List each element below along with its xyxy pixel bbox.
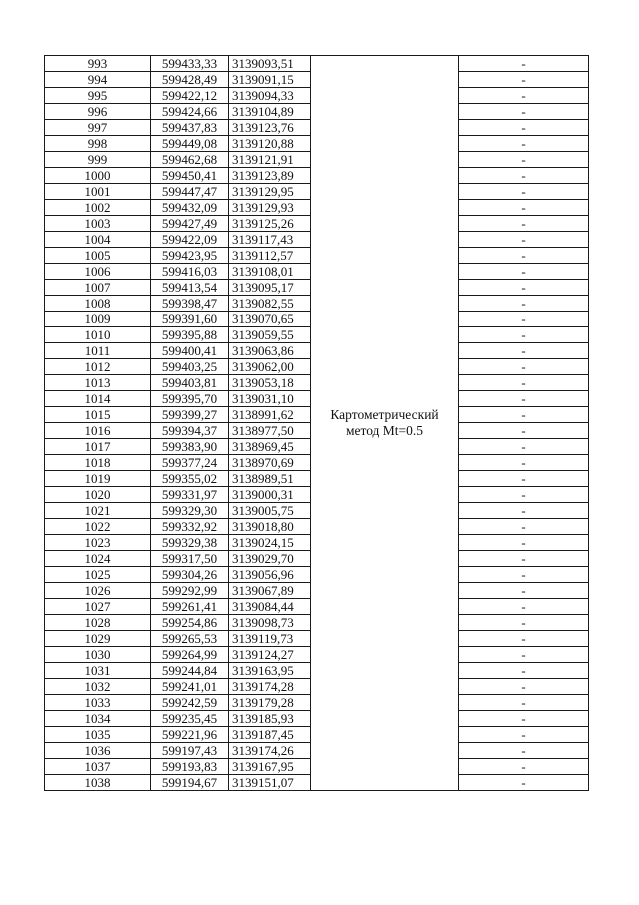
point-number-cell: 998 bbox=[45, 135, 151, 151]
x-coordinate-cell: 599377,24 bbox=[151, 455, 229, 471]
y-coordinate-cell: 3139070,65 bbox=[229, 311, 311, 327]
point-number-cell: 1002 bbox=[45, 199, 151, 215]
point-number-cell: 1014 bbox=[45, 391, 151, 407]
accuracy-cell: - bbox=[459, 167, 589, 183]
point-number-cell: 1010 bbox=[45, 327, 151, 343]
accuracy-cell: - bbox=[459, 343, 589, 359]
point-number-cell: 993 bbox=[45, 56, 151, 72]
x-coordinate-cell: 599261,41 bbox=[151, 598, 229, 614]
y-coordinate-cell: 3139031,10 bbox=[229, 391, 311, 407]
y-coordinate-cell: 3139163,95 bbox=[229, 662, 311, 678]
accuracy-cell: - bbox=[459, 135, 589, 151]
accuracy-cell: - bbox=[459, 758, 589, 774]
accuracy-cell: - bbox=[459, 279, 589, 295]
y-coordinate-cell: 3139084,44 bbox=[229, 598, 311, 614]
y-coordinate-cell: 3139124,27 bbox=[229, 646, 311, 662]
x-coordinate-cell: 599355,02 bbox=[151, 471, 229, 487]
x-coordinate-cell: 599194,67 bbox=[151, 774, 229, 790]
x-coordinate-cell: 599427,49 bbox=[151, 215, 229, 231]
point-number-cell: 1017 bbox=[45, 439, 151, 455]
accuracy-cell: - bbox=[459, 582, 589, 598]
x-coordinate-cell: 599391,60 bbox=[151, 311, 229, 327]
point-number-cell: 1030 bbox=[45, 646, 151, 662]
x-coordinate-cell: 599242,59 bbox=[151, 694, 229, 710]
point-number-cell: 1029 bbox=[45, 630, 151, 646]
x-coordinate-cell: 599462,68 bbox=[151, 151, 229, 167]
point-number-cell: 1020 bbox=[45, 487, 151, 503]
accuracy-cell: - bbox=[459, 423, 589, 439]
y-coordinate-cell: 3139185,93 bbox=[229, 710, 311, 726]
accuracy-cell: - bbox=[459, 87, 589, 103]
y-coordinate-cell: 3139167,95 bbox=[229, 758, 311, 774]
x-coordinate-cell: 599329,38 bbox=[151, 535, 229, 551]
x-coordinate-cell: 599394,37 bbox=[151, 423, 229, 439]
accuracy-cell: - bbox=[459, 311, 589, 327]
point-number-cell: 1001 bbox=[45, 183, 151, 199]
x-coordinate-cell: 599416,03 bbox=[151, 263, 229, 279]
point-number-cell: 1004 bbox=[45, 231, 151, 247]
y-coordinate-cell: 3139174,28 bbox=[229, 678, 311, 694]
x-coordinate-cell: 599197,43 bbox=[151, 742, 229, 758]
point-number-cell: 1003 bbox=[45, 215, 151, 231]
accuracy-cell: - bbox=[459, 519, 589, 535]
point-number-cell: 1024 bbox=[45, 551, 151, 567]
y-coordinate-cell: 3139094,33 bbox=[229, 87, 311, 103]
accuracy-cell: - bbox=[459, 151, 589, 167]
point-number-cell: 1011 bbox=[45, 343, 151, 359]
point-number-cell: 1007 bbox=[45, 279, 151, 295]
y-coordinate-cell: 3138989,51 bbox=[229, 471, 311, 487]
point-number-cell: 1028 bbox=[45, 614, 151, 630]
y-coordinate-cell: 3139121,91 bbox=[229, 151, 311, 167]
y-coordinate-cell: 3139151,07 bbox=[229, 774, 311, 790]
point-number-cell: 1009 bbox=[45, 311, 151, 327]
method-cell: Картометрический метод Mt=0.5 bbox=[311, 56, 459, 791]
accuracy-cell: - bbox=[459, 710, 589, 726]
point-number-cell: 1037 bbox=[45, 758, 151, 774]
accuracy-cell: - bbox=[459, 630, 589, 646]
point-number-cell: 999 bbox=[45, 151, 151, 167]
x-coordinate-cell: 599317,50 bbox=[151, 551, 229, 567]
table-row bbox=[45, 56, 589, 72]
accuracy-cell: - bbox=[459, 391, 589, 407]
point-number-cell: 1018 bbox=[45, 455, 151, 471]
x-coordinate-cell: 599398,47 bbox=[151, 295, 229, 311]
y-coordinate-cell: 3138969,45 bbox=[229, 439, 311, 455]
y-coordinate-cell: 3139179,28 bbox=[229, 694, 311, 710]
x-coordinate-cell: 599403,81 bbox=[151, 375, 229, 391]
y-coordinate-cell: 3139067,89 bbox=[229, 582, 311, 598]
accuracy-cell: - bbox=[459, 614, 589, 630]
point-number-cell: 1034 bbox=[45, 710, 151, 726]
y-coordinate-cell: 3139119,73 bbox=[229, 630, 311, 646]
point-number-cell: 995 bbox=[45, 87, 151, 103]
accuracy-cell: - bbox=[459, 726, 589, 742]
y-coordinate-cell: 3139123,76 bbox=[229, 119, 311, 135]
x-coordinate-cell: 599400,41 bbox=[151, 343, 229, 359]
x-coordinate-cell: 599221,96 bbox=[151, 726, 229, 742]
y-coordinate-cell: 3139018,80 bbox=[229, 519, 311, 535]
accuracy-cell: - bbox=[459, 231, 589, 247]
accuracy-cell: - bbox=[459, 215, 589, 231]
y-coordinate-cell: 3139129,93 bbox=[229, 199, 311, 215]
point-number-cell: 1025 bbox=[45, 567, 151, 583]
y-coordinate-cell: 3139059,55 bbox=[229, 327, 311, 343]
x-coordinate-cell: 599193,83 bbox=[151, 758, 229, 774]
point-number-cell: 1022 bbox=[45, 519, 151, 535]
x-coordinate-cell: 599331,97 bbox=[151, 487, 229, 503]
y-coordinate-cell: 3139000,31 bbox=[229, 487, 311, 503]
y-coordinate-cell: 3139029,70 bbox=[229, 551, 311, 567]
point-number-cell: 1006 bbox=[45, 263, 151, 279]
accuracy-cell: - bbox=[459, 199, 589, 215]
point-number-cell: 1038 bbox=[45, 774, 151, 790]
x-coordinate-cell: 599413,54 bbox=[151, 279, 229, 295]
y-coordinate-cell: 3139112,57 bbox=[229, 247, 311, 263]
accuracy-cell: - bbox=[459, 471, 589, 487]
point-number-cell: 1000 bbox=[45, 167, 151, 183]
x-coordinate-cell: 599447,47 bbox=[151, 183, 229, 199]
accuracy-cell: - bbox=[459, 375, 589, 391]
point-number-cell: 1015 bbox=[45, 407, 151, 423]
point-number-cell: 1031 bbox=[45, 662, 151, 678]
x-coordinate-cell: 599383,90 bbox=[151, 439, 229, 455]
y-coordinate-cell: 3139129,95 bbox=[229, 183, 311, 199]
accuracy-cell: - bbox=[459, 103, 589, 119]
accuracy-cell: - bbox=[459, 694, 589, 710]
accuracy-cell: - bbox=[459, 646, 589, 662]
accuracy-cell: - bbox=[459, 551, 589, 567]
x-coordinate-cell: 599424,66 bbox=[151, 103, 229, 119]
x-coordinate-cell: 599428,49 bbox=[151, 71, 229, 87]
point-number-cell: 1013 bbox=[45, 375, 151, 391]
accuracy-cell: - bbox=[459, 295, 589, 311]
point-number-cell: 1027 bbox=[45, 598, 151, 614]
y-coordinate-cell: 3139104,89 bbox=[229, 103, 311, 119]
y-coordinate-cell: 3139098,73 bbox=[229, 614, 311, 630]
accuracy-cell: - bbox=[459, 598, 589, 614]
x-coordinate-cell: 599449,08 bbox=[151, 135, 229, 151]
accuracy-cell: - bbox=[459, 407, 589, 423]
point-number-cell: 1026 bbox=[45, 582, 151, 598]
y-coordinate-cell: 3139053,18 bbox=[229, 375, 311, 391]
point-number-cell: 1005 bbox=[45, 247, 151, 263]
x-coordinate-cell: 599432,09 bbox=[151, 199, 229, 215]
accuracy-cell: - bbox=[459, 359, 589, 375]
y-coordinate-cell: 3139117,43 bbox=[229, 231, 311, 247]
y-coordinate-cell: 3138977,50 bbox=[229, 423, 311, 439]
y-coordinate-cell: 3139174,26 bbox=[229, 742, 311, 758]
y-coordinate-cell: 3139123,89 bbox=[229, 167, 311, 183]
point-number-cell: 994 bbox=[45, 71, 151, 87]
y-coordinate-cell: 3139120,88 bbox=[229, 135, 311, 151]
accuracy-cell: - bbox=[459, 263, 589, 279]
x-coordinate-cell: 599329,30 bbox=[151, 503, 229, 519]
accuracy-cell: - bbox=[459, 455, 589, 471]
y-coordinate-cell: 3139056,96 bbox=[229, 567, 311, 583]
coordinates-table bbox=[44, 55, 589, 791]
x-coordinate-cell: 599422,09 bbox=[151, 231, 229, 247]
point-number-cell: 1012 bbox=[45, 359, 151, 375]
accuracy-cell: - bbox=[459, 439, 589, 455]
y-coordinate-cell: 3139187,45 bbox=[229, 726, 311, 742]
point-number-cell: 996 bbox=[45, 103, 151, 119]
x-coordinate-cell: 599244,84 bbox=[151, 662, 229, 678]
x-coordinate-cell: 599264,99 bbox=[151, 646, 229, 662]
point-number-cell: 1016 bbox=[45, 423, 151, 439]
accuracy-cell: - bbox=[459, 567, 589, 583]
point-number-cell: 1036 bbox=[45, 742, 151, 758]
coordinates-table-body bbox=[45, 56, 589, 791]
point-number-cell: 1021 bbox=[45, 503, 151, 519]
y-coordinate-cell: 3139125,26 bbox=[229, 215, 311, 231]
x-coordinate-cell: 599304,26 bbox=[151, 567, 229, 583]
x-coordinate-cell: 599395,70 bbox=[151, 391, 229, 407]
point-number-cell: 1008 bbox=[45, 295, 151, 311]
x-coordinate-cell: 599423,95 bbox=[151, 247, 229, 263]
accuracy-cell: - bbox=[459, 678, 589, 694]
point-number-cell: 1032 bbox=[45, 678, 151, 694]
accuracy-cell: - bbox=[459, 662, 589, 678]
point-number-cell: 1023 bbox=[45, 535, 151, 551]
y-coordinate-cell: 3139091,15 bbox=[229, 71, 311, 87]
y-coordinate-cell: 3138970,69 bbox=[229, 455, 311, 471]
accuracy-cell: - bbox=[459, 742, 589, 758]
point-number-cell: 997 bbox=[45, 119, 151, 135]
x-coordinate-cell: 599403,25 bbox=[151, 359, 229, 375]
accuracy-cell: - bbox=[459, 71, 589, 87]
y-coordinate-cell: 3139108,01 bbox=[229, 263, 311, 279]
y-coordinate-cell: 3139063,86 bbox=[229, 343, 311, 359]
accuracy-cell: - bbox=[459, 327, 589, 343]
x-coordinate-cell: 599292,99 bbox=[151, 582, 229, 598]
x-coordinate-cell: 599254,86 bbox=[151, 614, 229, 630]
accuracy-cell: - bbox=[459, 183, 589, 199]
y-coordinate-cell: 3139005,75 bbox=[229, 503, 311, 519]
x-coordinate-cell: 599437,83 bbox=[151, 119, 229, 135]
y-coordinate-cell: 3138991,62 bbox=[229, 407, 311, 423]
y-coordinate-cell: 3139062,00 bbox=[229, 359, 311, 375]
x-coordinate-cell: 599399,27 bbox=[151, 407, 229, 423]
accuracy-cell: - bbox=[459, 487, 589, 503]
accuracy-cell: - bbox=[459, 56, 589, 72]
y-coordinate-cell: 3139095,17 bbox=[229, 279, 311, 295]
point-number-cell: 1033 bbox=[45, 694, 151, 710]
x-coordinate-cell: 599241,01 bbox=[151, 678, 229, 694]
x-coordinate-cell: 599332,92 bbox=[151, 519, 229, 535]
point-number-cell: 1019 bbox=[45, 471, 151, 487]
x-coordinate-cell: 599422,12 bbox=[151, 87, 229, 103]
x-coordinate-cell: 599433,33 bbox=[151, 56, 229, 72]
x-coordinate-cell: 599235,45 bbox=[151, 710, 229, 726]
x-coordinate-cell: 599450,41 bbox=[151, 167, 229, 183]
accuracy-cell: - bbox=[459, 535, 589, 551]
y-coordinate-cell: 3139082,55 bbox=[229, 295, 311, 311]
x-coordinate-cell: 599265,53 bbox=[151, 630, 229, 646]
accuracy-cell: - bbox=[459, 247, 589, 263]
accuracy-cell: - bbox=[459, 774, 589, 790]
accuracy-cell: - bbox=[459, 119, 589, 135]
point-number-cell: 1035 bbox=[45, 726, 151, 742]
accuracy-cell: - bbox=[459, 503, 589, 519]
x-coordinate-cell: 599395,88 bbox=[151, 327, 229, 343]
y-coordinate-cell: 3139024,15 bbox=[229, 535, 311, 551]
y-coordinate-cell: 3139093,51 bbox=[229, 56, 311, 72]
